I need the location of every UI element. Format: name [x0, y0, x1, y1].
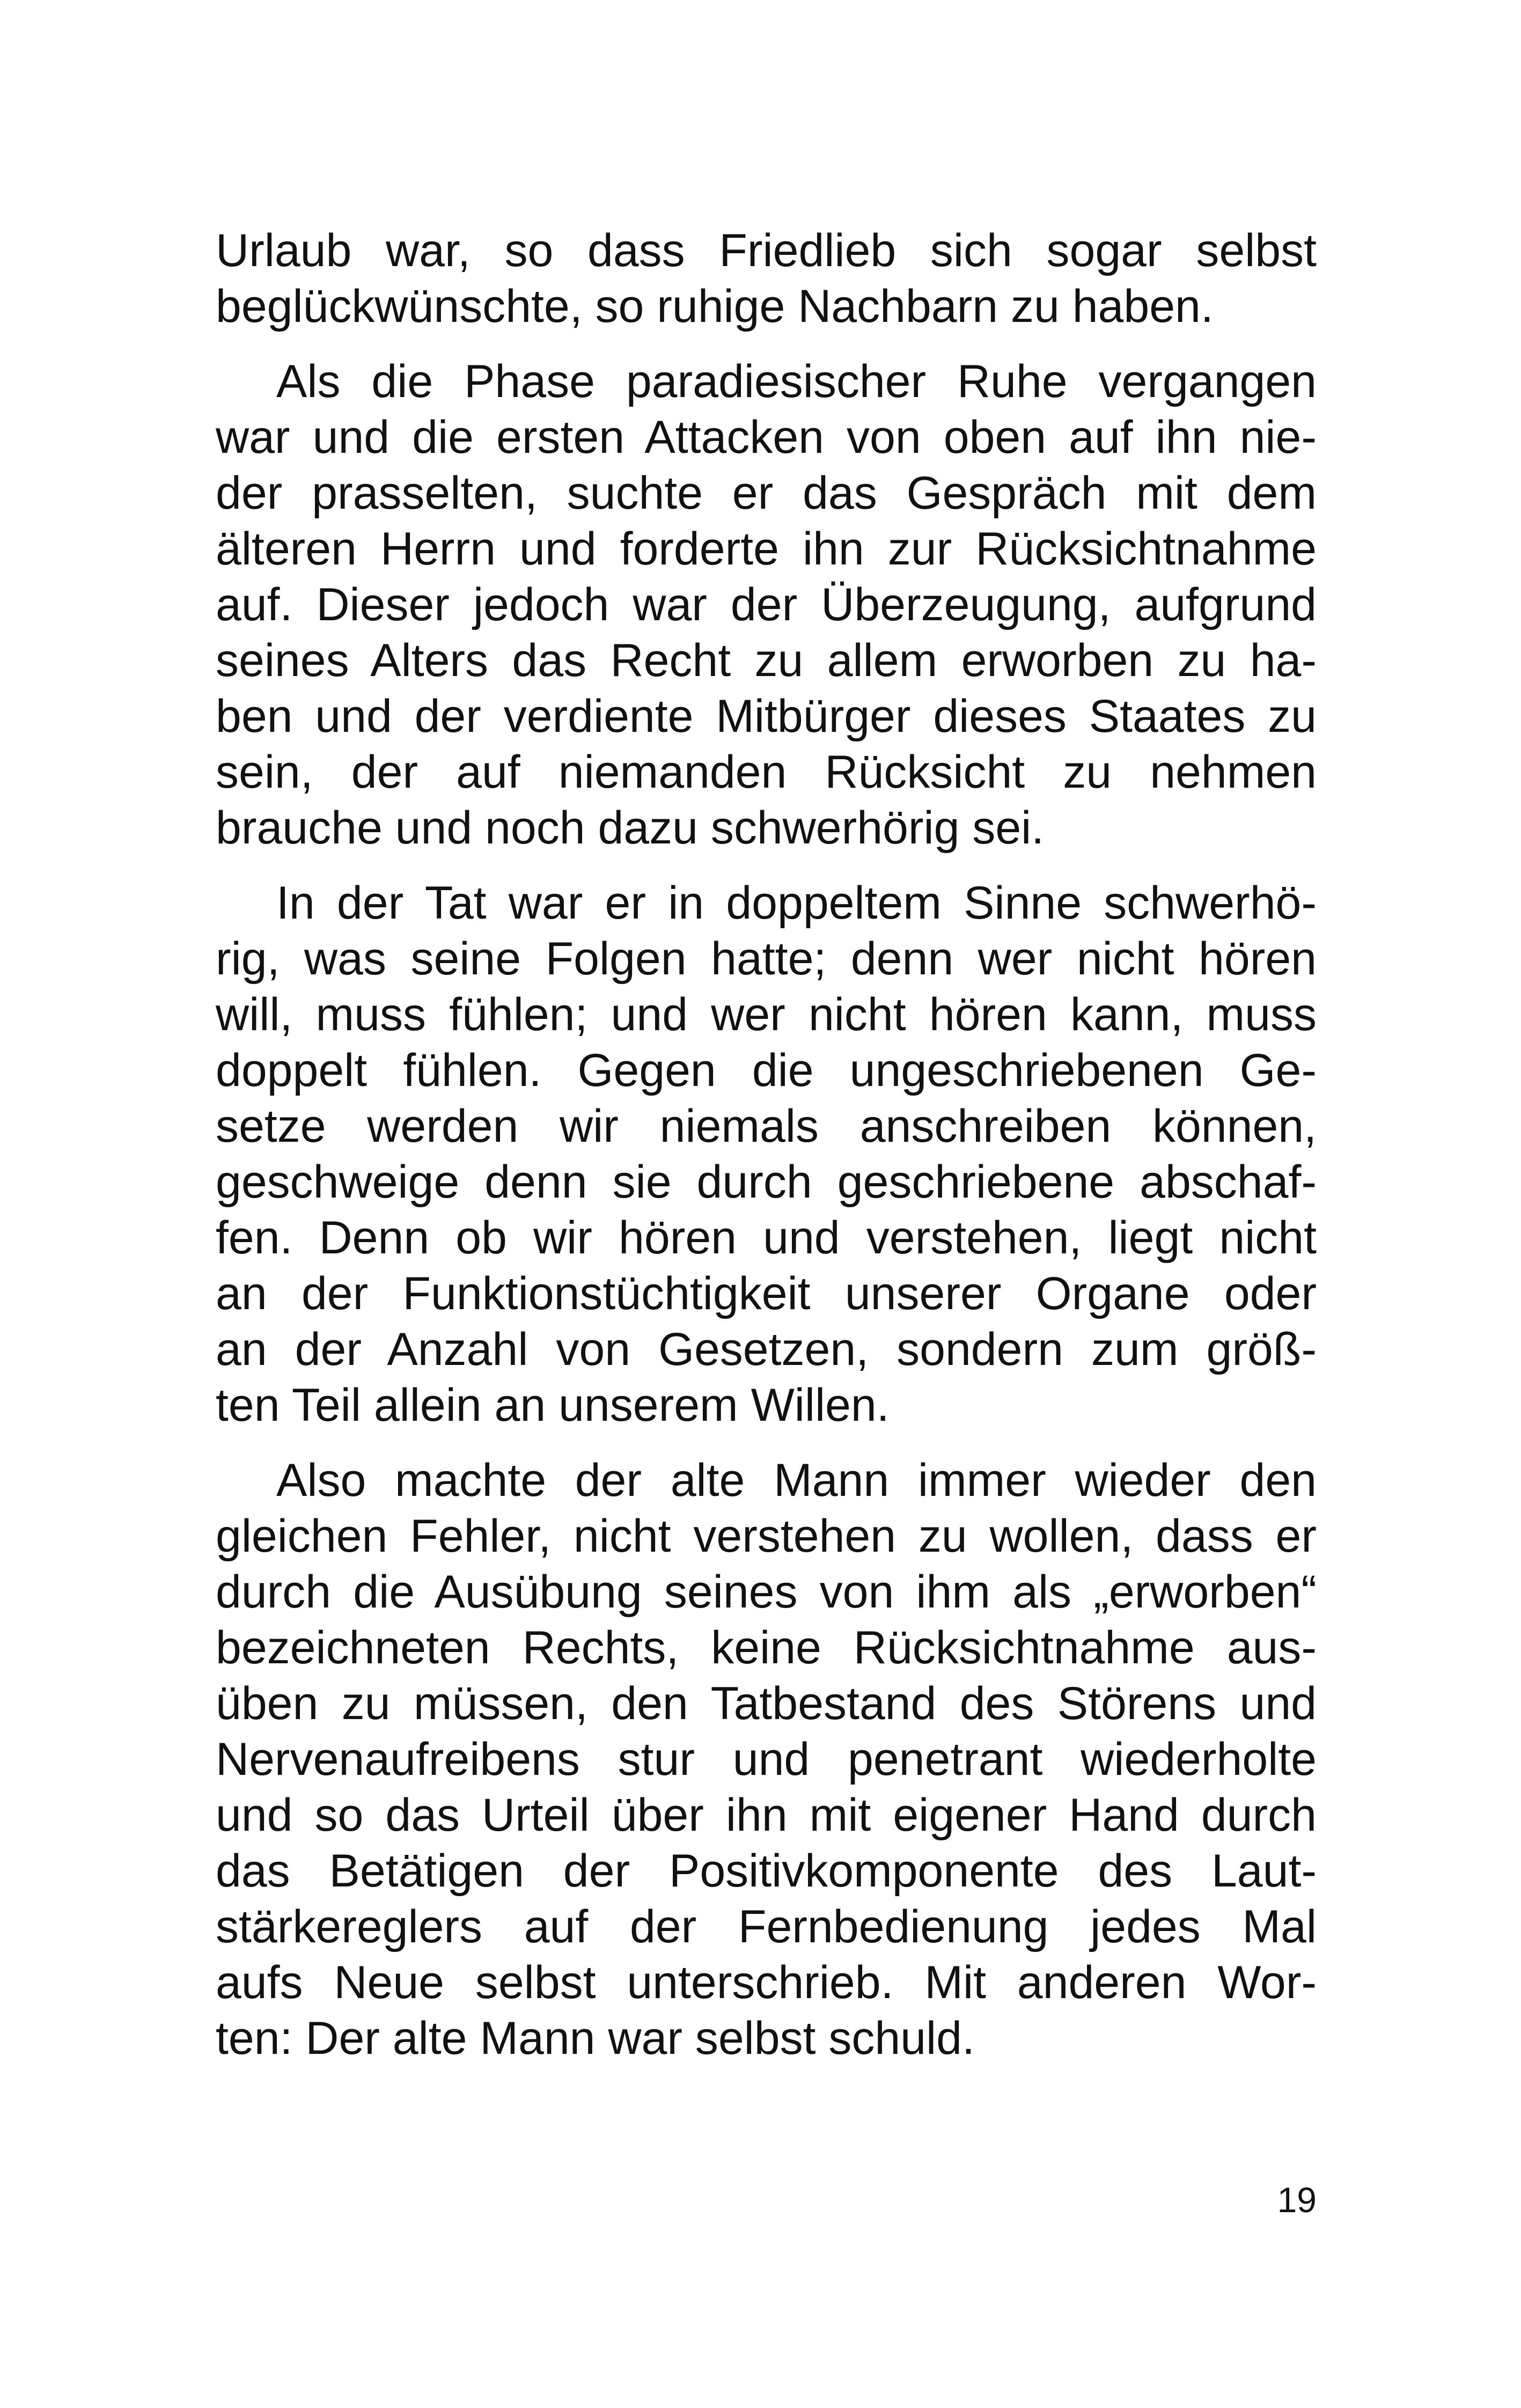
text-line: durch die Ausübung seines von ihm als „erworben“ [216, 1566, 1317, 1618]
text-line: war und die ersten Attacken von oben auf ihn nie- [216, 412, 1317, 463]
text-line: ben und der verdiente Mitbürger dieses Staates zu [216, 691, 1317, 742]
text-line: stärkereglers auf der Fernbedienung jedes Mal [216, 1901, 1317, 1952]
text-line: beglückwünschte, so ruhige Nachbarn zu haben. [216, 281, 1214, 332]
text-line: der prasselten, suchte er das Gespräch mit dem [216, 467, 1317, 519]
text-line: auf. Dieser jedoch war der Überzeugung, aufgrund [216, 579, 1317, 630]
text-line: an der Funktionstüchtigkeit unserer Organe oder [216, 1268, 1317, 1319]
text-line: aufs Neue selbst unterschrieb. Mit anderen Wor- [216, 1957, 1317, 2008]
text-line: fen. Denn ob wir hören und verstehen, liegt nicht [216, 1212, 1317, 1264]
body-text [216, 223, 1317, 2066]
text-line: und so das Urteil über ihn mit eigener Hand durch [216, 1789, 1317, 1841]
text-line: In der Tat war er in doppeltem Sinne schwerhö- [276, 877, 1317, 929]
text-line: ten Teil allein an unserem Willen. [216, 1379, 890, 1431]
paragraph-3 [216, 875, 1317, 1433]
page-number: 19 [1277, 2180, 1317, 2220]
text-line: älteren Herrn und forderte ihn zur Rücksichtnahme [216, 523, 1317, 575]
text-line: sein, der auf niemanden Rücksicht zu nehmen [216, 746, 1317, 798]
text-line: das Betätigen der Positivkomponente des Laut- [216, 1845, 1317, 1897]
text-line: Also machte der alte Mann immer wieder den [276, 1455, 1317, 1506]
text-line: an der Anzahl von Gesetzen, sondern zum größ- [216, 1324, 1317, 1375]
text-line: doppelt fühlen. Gegen die ungeschriebenen Ge- [216, 1045, 1317, 1096]
text-line: rig, was seine Folgen hatte; denn wer nicht hören [216, 933, 1317, 985]
paragraph-2 [216, 354, 1317, 856]
text-line: will, muss fühlen; und wer nicht hören kann, muss [216, 989, 1317, 1040]
text-line: Urlaub war, so dass Friedlieb sich sogar selbst [216, 225, 1317, 276]
text-line: gleichen Fehler, nicht verstehen zu wollen, dass er [216, 1510, 1317, 1562]
text-line: seines Alters das Recht zu allem erworben zu ha- [216, 635, 1317, 686]
paragraph-4 [216, 1452, 1317, 2066]
text-line: geschweige denn sie durch geschriebene abschaf- [216, 1156, 1317, 1208]
text-line: üben zu müssen, den Tatbestand des Störens und [216, 1678, 1317, 1729]
text-line: bezeichneten Rechts, keine Rücksichtnahme aus- [216, 1622, 1317, 1673]
text-line: Nervenaufreibens stur und penetrant wiederholte [216, 1734, 1317, 1785]
text-line: Als die Phase paradiesischer Ruhe vergangen [276, 356, 1317, 407]
text-line: setze werden wir niemals anschreiben können, [216, 1100, 1317, 1152]
paragraph-1 [216, 223, 1317, 334]
text-line: ten: Der alte Mann war selbst schuld. [216, 2013, 975, 2064]
text-line: brauche und noch dazu schwerhörig sei. [216, 802, 1045, 854]
